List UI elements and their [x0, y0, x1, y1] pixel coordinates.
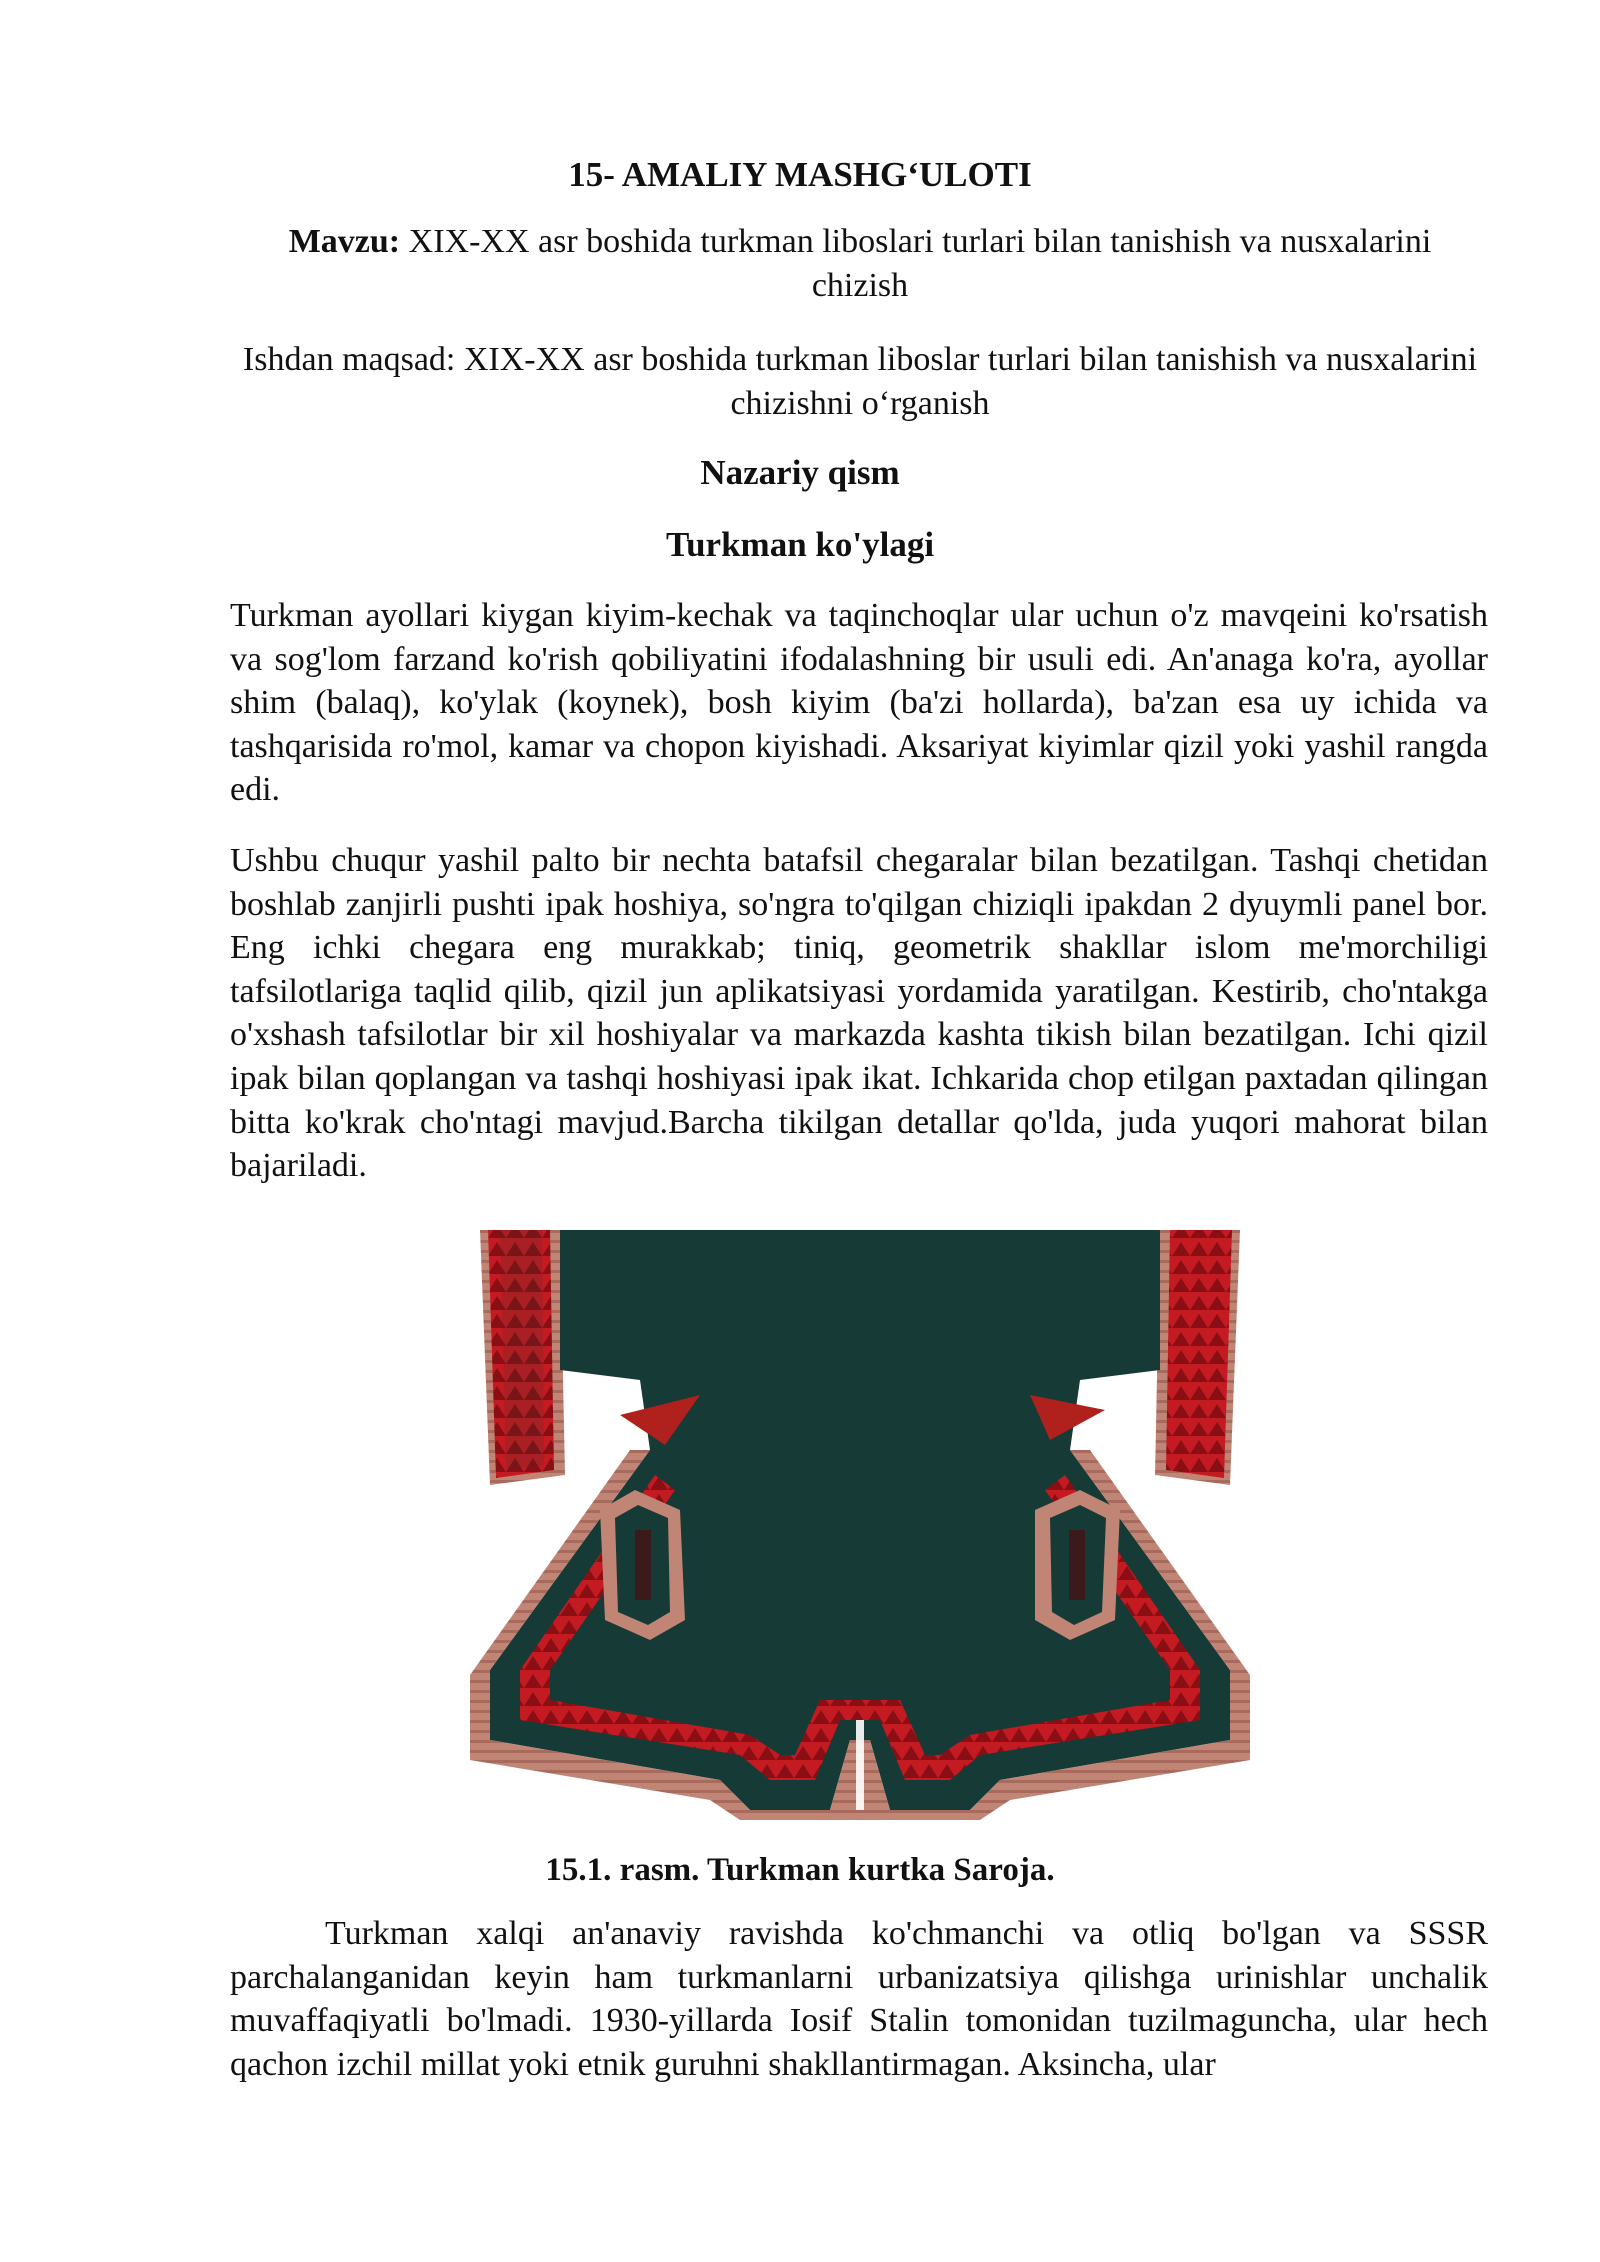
paragraph-2: Ushbu chuqur yashil palto bir nechta batafsil chegaralar bilan bezatilgan. Tashqi chetidan boshlab zanjirli pushti ipak hoshiya, so'ngra to'qilgan chiziqli ipakdan 2 dyuymli panel bor. Eng ichki chegara eng murakkab; tiniq, geometrik shakllar islom me'morchiligi tafsilotlariga taqlid qilib, qizil jun aplikatsiyasi yordamida yaratilgan. Kestirib, cho'ntakga o'xshash tafsilotlar bir xil hoshiyalar va markazda kashta tikish bilan bezatilgan. Ichi qizil ipak bilan qoplangan va tashqi hoshiyasi ipak ikat. Ichkarida chop etilgan paxtadan qilingan bitta ko'krak cho'ntagi mavjud.Barcha tikilgan detallar qo'lda, juda yuqori mahorat bilan bajariladi. [230, 842, 1488, 1185]
right-hip-panel [1035, 1490, 1120, 1640]
topic-line [250, 220, 1470, 308]
goal-line: Ishdan maqsad: XIX-XX asr boshida turkman liboslar turlari bilan tanishish va nusxalarini chizishni o‘rganish [242, 341, 1478, 422]
left-sleeve [480, 1230, 565, 1485]
left-hip-panel [600, 1490, 685, 1640]
front-slit [856, 1720, 864, 1810]
topic-label: Mavzu: [288, 223, 401, 260]
topic-text: XIX-XX asr boshida turkman liboslari turlari bilan tanishish va nusxalarini chizish [400, 223, 1432, 304]
page-title: 15- AMALIY MASHG‘ULOTI [568, 155, 1032, 194]
right-sleeve [1155, 1230, 1240, 1485]
section-heading-dress: Turkman ko'ylagi [665, 525, 935, 564]
turkmen-coat-image [470, 1220, 1250, 1820]
paragraph-3: Turkman xalqi an'anaviy ravishda ko'chmanchi va otliq bo'lgan va SSSR parchalanganidan keyin ham turkmanlarni urbanizatsiya qilishga urinishlar unchalik muvaffaqiyatli bo'lmadi. 1930-yillarda Iosif Stalin tomonidan tuzilmaguncha, ular hech qachon izchil millat yoki etnik guruhni shakllantirmagan. Aksincha, ular [230, 1915, 1488, 2083]
section-heading-theory: Nazariy qism [700, 453, 900, 492]
figure-caption: 15.1. rasm. Turkman kurtka Saroja. [545, 1852, 1055, 1888]
paragraph-1: Turkman ayollari kiygan kiyim-kechak va taqinchoqlar ular uchun o'z mavqeini ko'rsatish va sog'lom farzand ko'rish qobiliyatini ifodalashning bir usuli edi. An'anaga ko'ra, ayollar shim (balaq), ko'ylak (koynek), bosh kiyim (ba'zi hollarda), ba'zan esa uy ichida va tashqarisida ro'mol, kamar va chopon kiyishadi. Aksariyat kiyimlar qizil yoki yashil rangda edi. [230, 597, 1488, 809]
